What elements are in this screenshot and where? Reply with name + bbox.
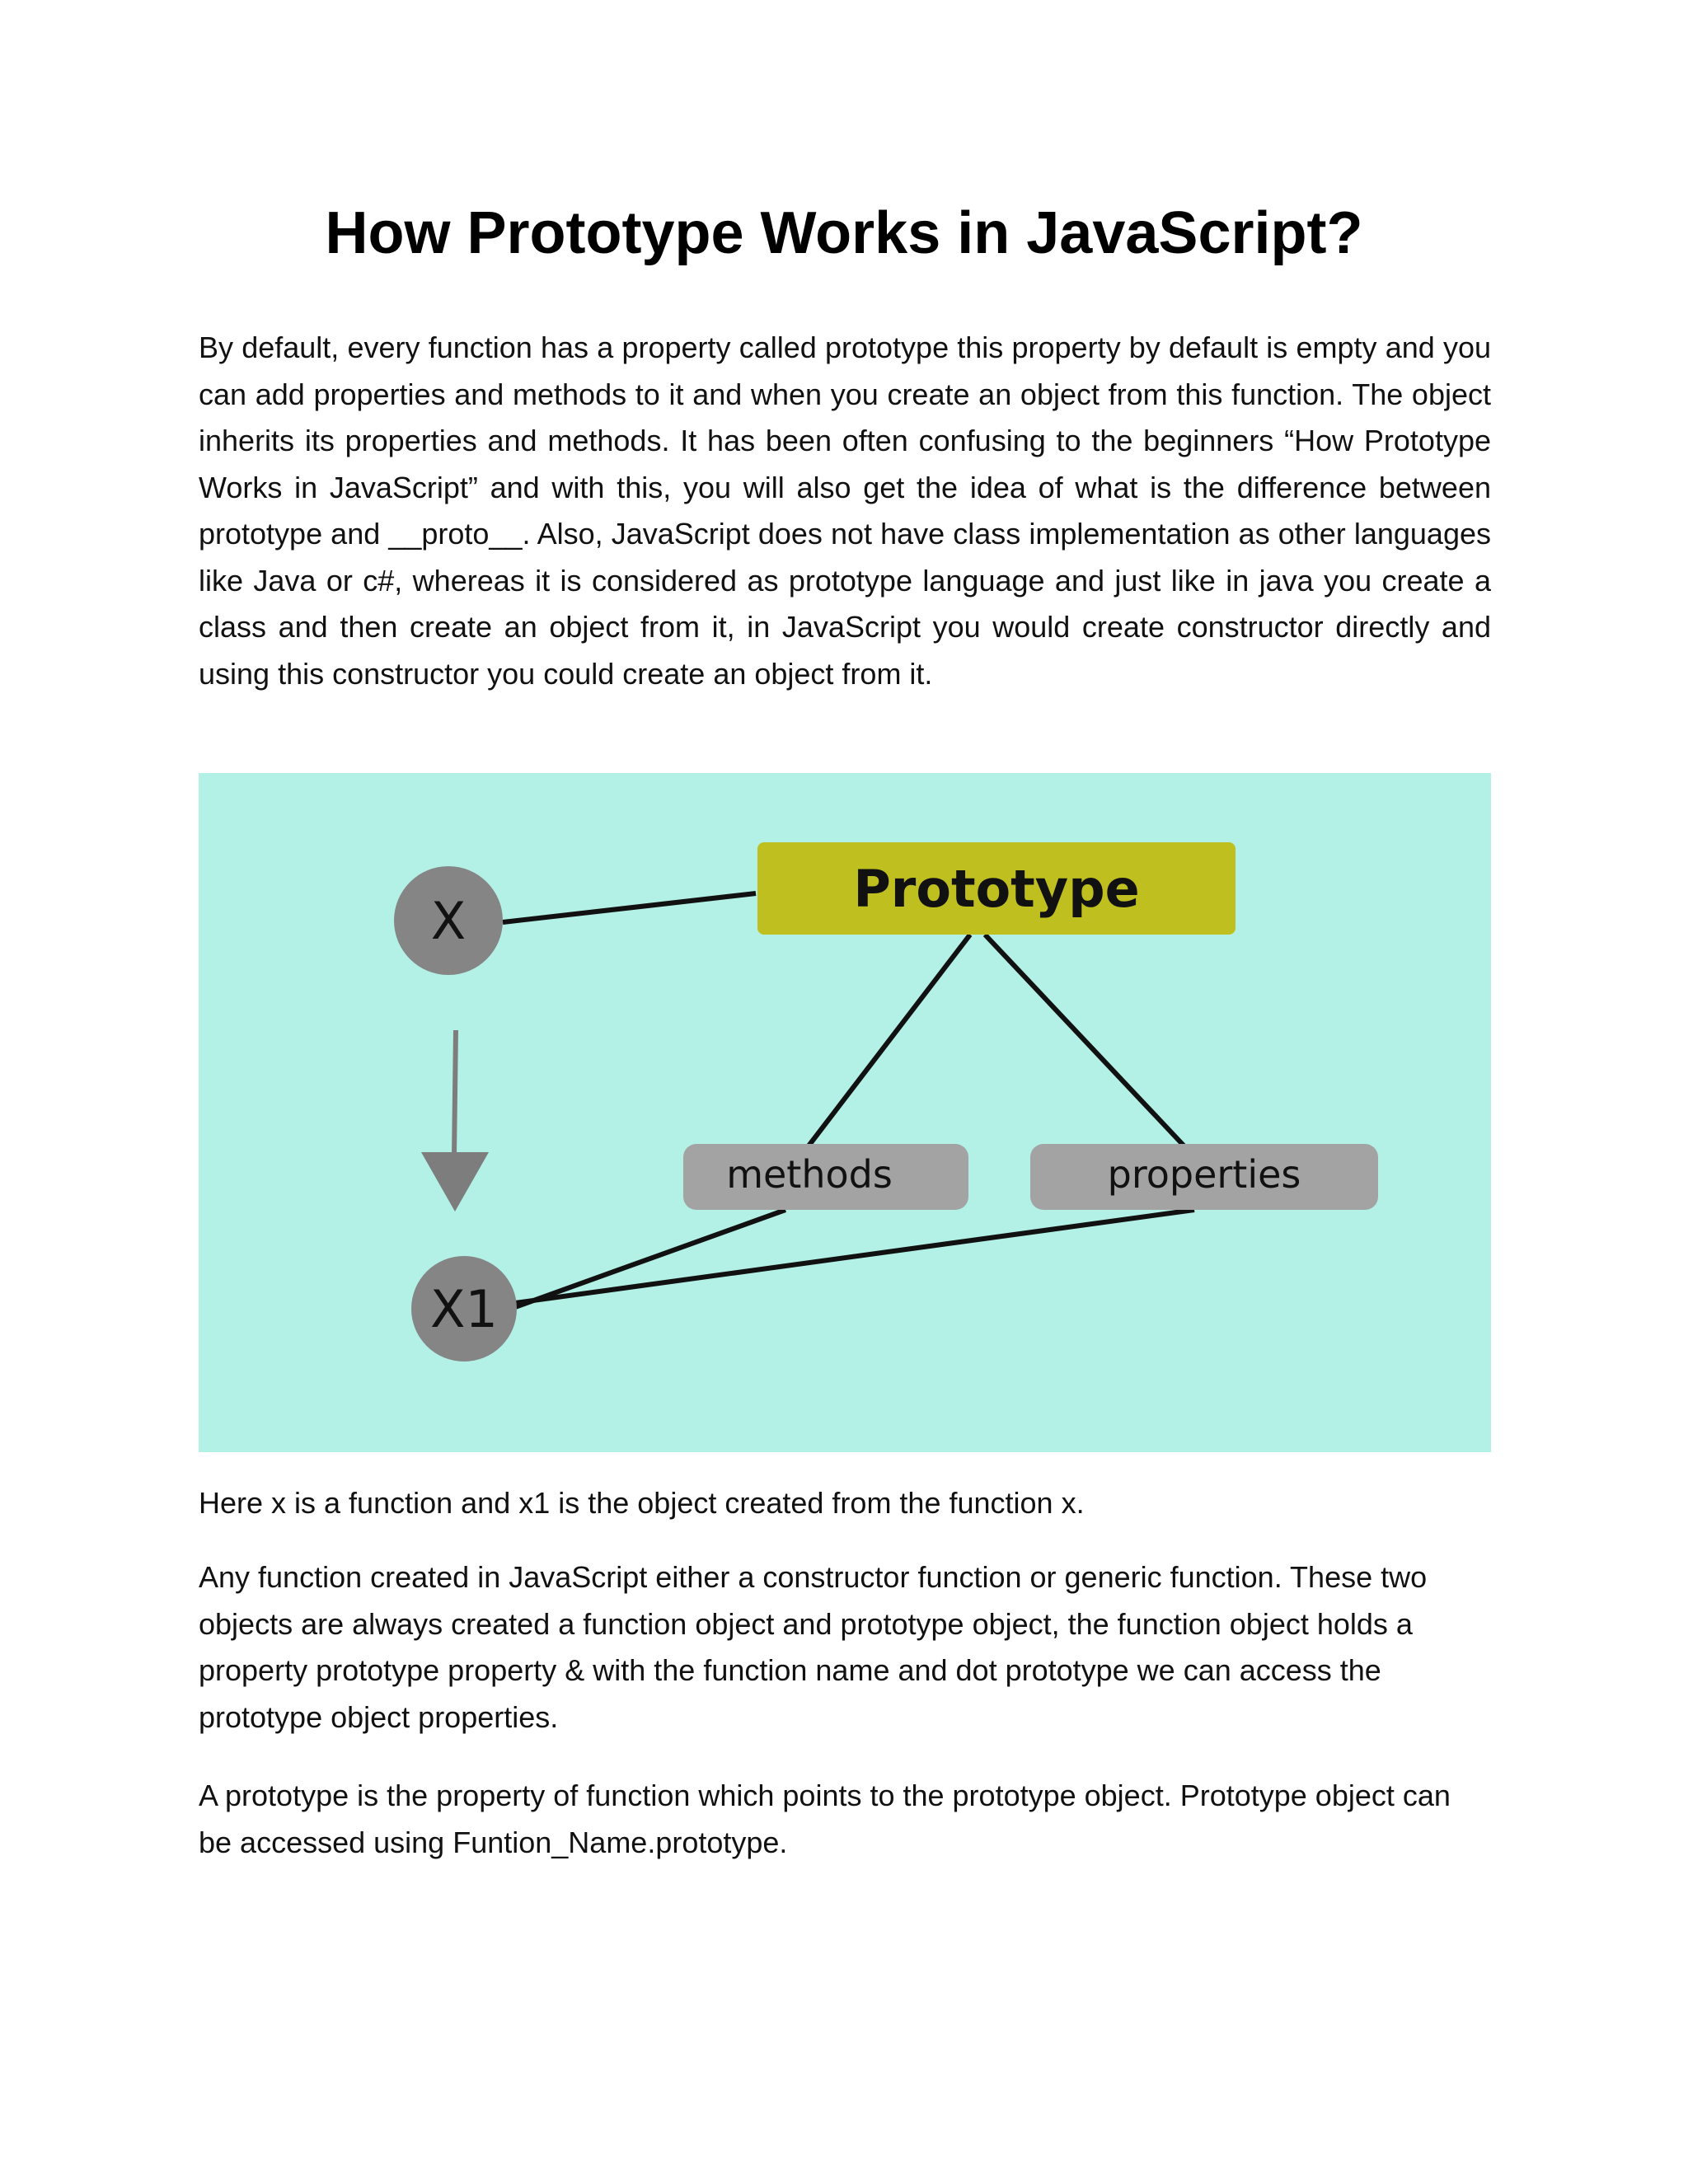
diagram-caption: Here x is a function and x1 is the object created from the function x. bbox=[199, 1486, 1085, 1520]
x-label: X bbox=[430, 891, 467, 951]
prototype-label: Prototype bbox=[853, 859, 1140, 919]
prototype-diagram bbox=[199, 773, 1491, 1452]
methods-label: methods bbox=[726, 1152, 893, 1197]
page-title: How Prototype Works in JavaScript? bbox=[325, 200, 1363, 266]
body-paragraph-function-objects: Any function created in JavaScript either a constructor function or generic function. These two objects are always created a function object and prototype object, the function object holds a property prototype property & with the function name and dot prototype we can access the prototype object properties. bbox=[199, 1560, 1428, 1734]
x1-label: X1 bbox=[430, 1279, 498, 1339]
arrow-shaft bbox=[454, 1030, 456, 1156]
body-paragraph-prototype-definition: A prototype is the property of function which points to the prototype object. Prototype object can be accessed using Funtion_Name.prototype. bbox=[199, 1779, 1451, 1859]
properties-label: properties bbox=[1107, 1152, 1301, 1197]
intro-paragraph: By default, every function has a property called prototype this property by default is empty and you can add properties and methods to it and when you create an object from this function. The object inherits its properties and methods. It has been often confusing to the beginners “How Prototype Works in JavaScript” and with this, you will also get the idea of what is the difference between prototype and __proto__. Also, JavaScript does not have class implementation as other languages like Java or c#, whereas it is considered as prototype language and just like in java you create a class and then create an object from it, in JavaScript you would create constructor directly and using this constructor you could create an object from it. bbox=[199, 330, 1491, 691]
